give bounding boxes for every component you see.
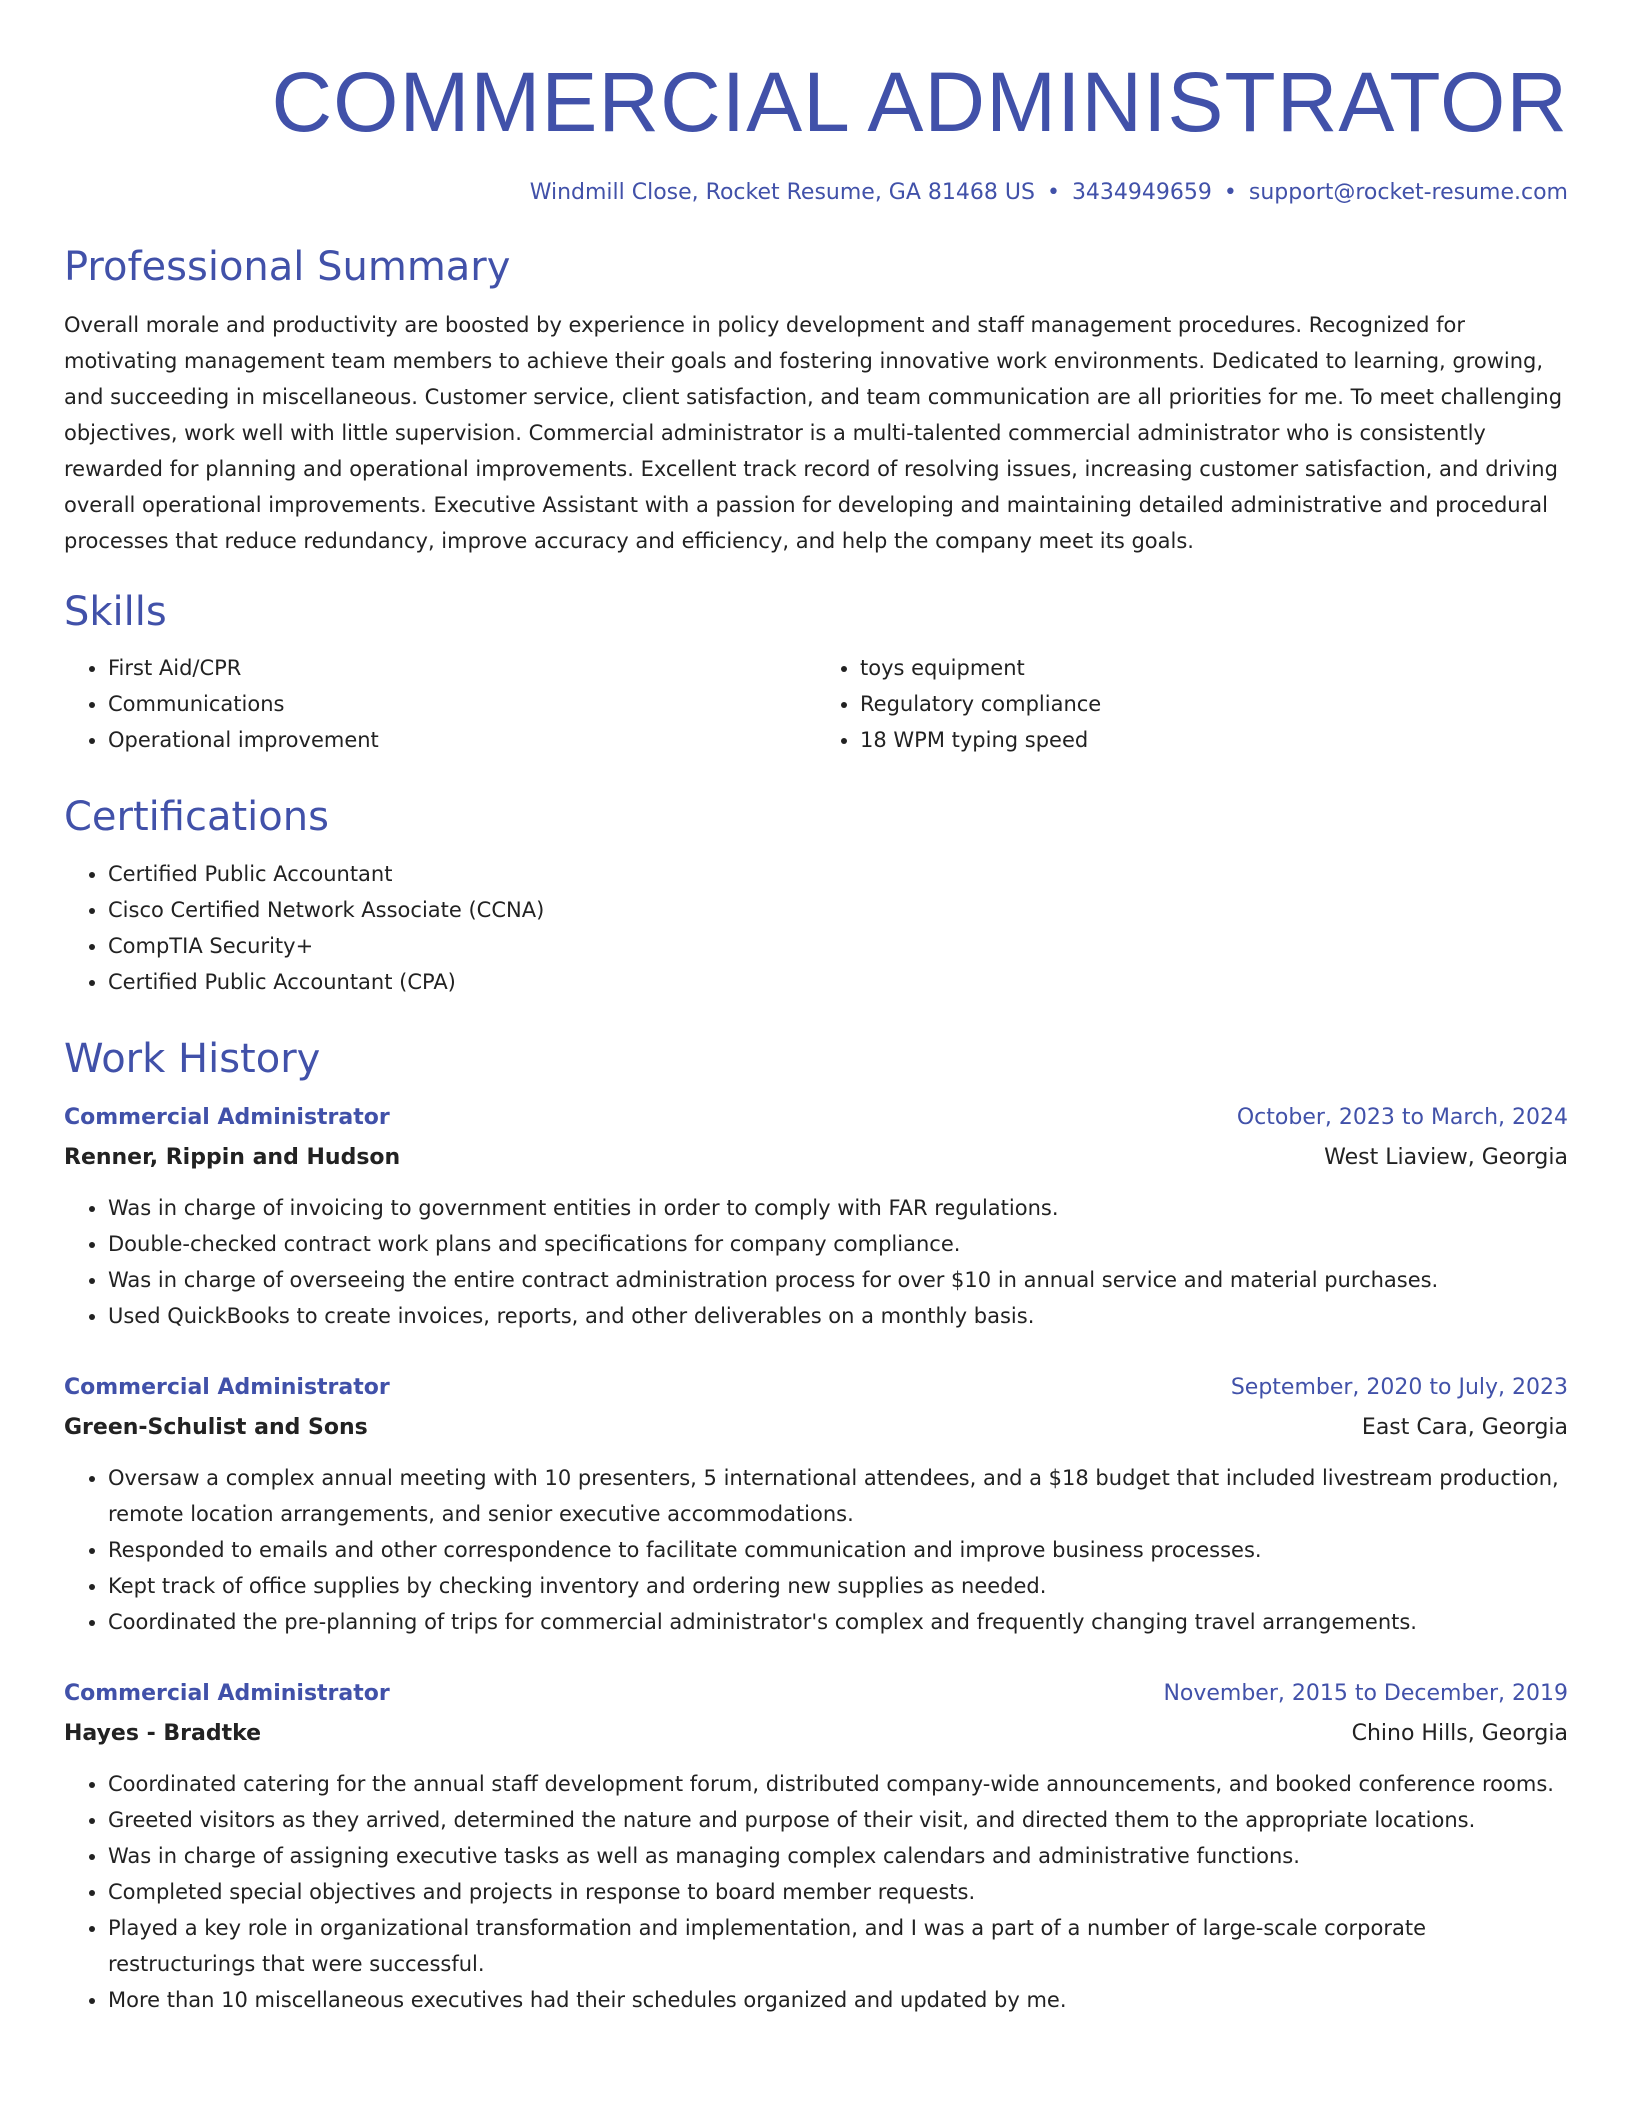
job-title: Commercial Administrator — [64, 1681, 390, 1706]
job-title: Commercial Administrator — [64, 1375, 390, 1400]
skills-columns — [64, 650, 1568, 758]
job-entry — [64, 1098, 1568, 1334]
contact-phone: 3434949659 — [1071, 180, 1212, 205]
job-dates: September, 2020 to July, 2023 — [1230, 1375, 1568, 1400]
job-entry — [64, 1674, 1568, 2018]
job-bullet: • Kept track of office supplies by checking inventory and ordering new supplies as needed. — [108, 1568, 1568, 1604]
job-company: Hayes - Bradtke — [64, 1721, 262, 1746]
work-history-heading: Work History — [64, 1036, 321, 1082]
skills-list-right — [816, 650, 1568, 758]
certifications-heading: Certifications — [64, 794, 329, 840]
job-bullet: • Was in charge of invoicing to government entities in order to comply with FAR regulations. — [108, 1190, 1568, 1226]
contact-separator: • — [1046, 180, 1060, 205]
job-title: Commercial Administrator — [64, 1105, 390, 1130]
job-bullet: • Oversaw a complex annual meeting with 10 presenters, 5 international attendees, and a $18 budget that included livestream production, remote location arrangements, and senior executive accommodations. — [108, 1460, 1568, 1532]
contact-line — [64, 178, 1568, 208]
job-bullets — [64, 1190, 1568, 1334]
skill-item: • First Aid/CPR — [108, 650, 816, 686]
certification-item: • Certified Public Accountant (CPA) — [108, 964, 1568, 1000]
job-dates: November, 2015 to December, 2019 — [1163, 1681, 1568, 1706]
job-location: East Cara, Georgia — [1361, 1415, 1568, 1440]
job-bullet: • More than 10 miscellaneous executives had their schedules organized and updated by me. — [108, 1982, 1568, 2018]
job-bullet: • Was in charge of overseeing the entire contract administration process for over $10 in annual service and material purchases. — [108, 1262, 1568, 1298]
job-bullets — [64, 1766, 1568, 2018]
job-bullet: • Responded to emails and other correspondence to facilitate communication and improve business processes. — [108, 1532, 1568, 1568]
job-bullet: • Greeted visitors as they arrived, determined the nature and purpose of their visit, and directed them to the appropriate locations. — [108, 1802, 1568, 1838]
job-company: Renner, Rippin and Hudson — [64, 1145, 401, 1170]
job-bullet: • Was in charge of assigning executive tasks as well as managing complex calendars and administrative functions. — [108, 1838, 1568, 1874]
skill-item: • Communications — [108, 686, 816, 722]
skill-item: • Regulatory compliance — [860, 686, 1568, 722]
skills-heading: Skills — [64, 589, 167, 635]
skill-item: • toys equipment — [860, 650, 1568, 686]
job-bullets — [64, 1460, 1568, 1640]
contact-email[interactable]: support@rocket-resume.com — [1248, 180, 1568, 205]
summary-text: Overall morale and productivity are boosted by experience in policy development and staff management procedures. Recognized for motivating management team members to achieve their goals and fostering innovative work environments. Dedicated to learning, growing, and succeeding in miscellaneous. Customer service, client satisfaction, and team communication are all priorities for me. To meet challenging objectives, work well with little supervision. Commercial administrator is a multi-talented commercial administrator who is consistently rewarded for planning and operational improvements. Excellent track record of resolving issues, increasing customer satisfaction, and driving overall operational improvements. Executive Assistant with a passion for developing and maintaining detailed administrative and procedural processes that reduce redundancy, improve accuracy and efficiency, and help the company meet its goals. — [64, 313, 1563, 553]
job-location: Chino Hills, Georgia — [1351, 1721, 1568, 1746]
job-bullet: • Double-checked contract work plans and specifications for company compliance. — [108, 1226, 1568, 1262]
job-entry — [64, 1368, 1568, 1640]
job-bullet: • Completed special objectives and projects in response to board member requests. — [108, 1874, 1568, 1910]
skill-item: • Operational improvement — [108, 722, 816, 758]
resume-name: COMMERCIAL ADMINISTRATOR — [271, 55, 1568, 149]
contact-separator: • — [1223, 180, 1237, 205]
skills-list-left — [64, 650, 816, 758]
job-bullet: • Coordinated the pre-planning of trips for commercial administrator's complex and frequently changing travel arrangements. — [108, 1604, 1568, 1640]
certification-item: • Certified Public Accountant — [108, 856, 1568, 892]
certifications-list — [64, 856, 1568, 1000]
job-bullet: • Used QuickBooks to create invoices, reports, and other deliverables on a monthly basis. — [108, 1298, 1568, 1334]
contact-address: Windmill Close, Rocket Resume, GA 81468 US — [529, 180, 1035, 205]
skill-item: • 18 WPM typing speed — [860, 722, 1568, 758]
job-company: Green-Schulist and Sons — [64, 1415, 368, 1440]
job-location: West Liaview, Georgia — [1324, 1145, 1568, 1170]
job-bullet: • Coordinated catering for the annual staff development forum, distributed company-wide announcements, and booked conference rooms. — [108, 1766, 1568, 1802]
summary-heading: Professional Summary — [64, 244, 511, 290]
job-dates: October, 2023 to March, 2024 — [1236, 1105, 1568, 1130]
certification-item: • Cisco Certified Network Associate (CCNA) — [108, 892, 1568, 928]
certification-item: • CompTIA Security+ — [108, 928, 1568, 964]
job-bullet: • Played a key role in organizational transformation and implementation, and I was a part of a number of large-scale corporate restructurings that were successful. — [108, 1910, 1568, 1982]
resume-page — [64, 0, 1568, 2018]
